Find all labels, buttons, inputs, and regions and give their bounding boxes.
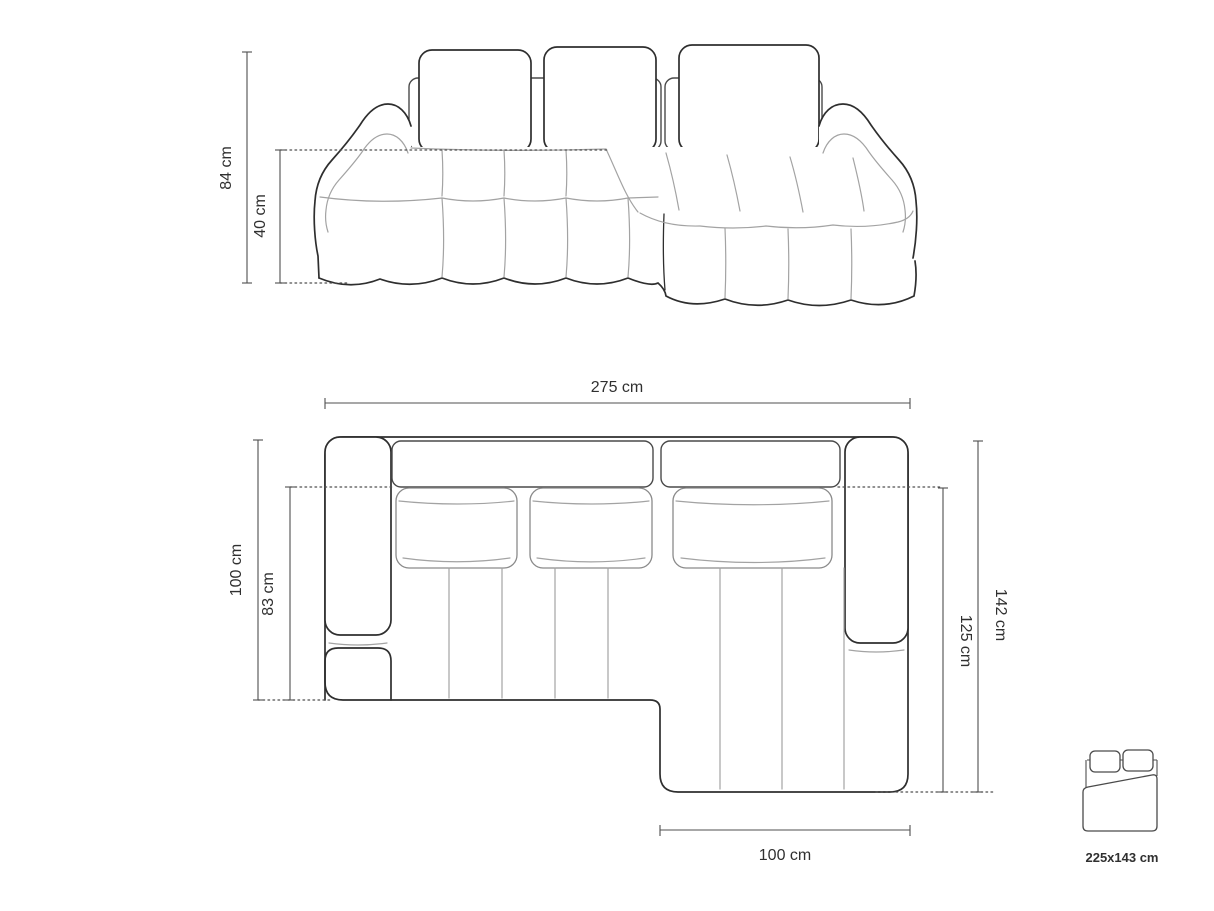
sofa-top-backrest bbox=[392, 441, 840, 487]
sleeping-function-badge bbox=[1083, 750, 1159, 865]
bed-pillow-left bbox=[1090, 751, 1120, 772]
dim-label-seat-depth: 83 cm bbox=[260, 572, 277, 616]
front-view-dimension-lines bbox=[242, 52, 285, 283]
top-view-diagram bbox=[228, 379, 1009, 864]
bed-duvet bbox=[1083, 775, 1157, 831]
bed-size-label: 225x143 cm bbox=[1085, 850, 1159, 865]
sofa-front-pillows bbox=[419, 45, 819, 152]
bed-pillow-right bbox=[1123, 750, 1153, 771]
dim-label-total-width: 275 cm bbox=[590, 379, 644, 396]
front-view-diagram bbox=[218, 45, 917, 306]
dim-label-chaise-width: 100 cm bbox=[758, 847, 812, 864]
dim-label-total-height: 84 cm bbox=[218, 146, 235, 190]
dim-label-chaise-total-length: 142 cm bbox=[992, 588, 1009, 642]
sofa-top-cushions bbox=[396, 488, 832, 568]
dim-label-seat-height: 40 cm bbox=[252, 194, 269, 238]
dim-label-total-depth: 100 cm bbox=[228, 543, 245, 597]
bed-icon bbox=[1083, 750, 1157, 831]
dim-label-chaise-inner-length: 125 cm bbox=[957, 614, 974, 668]
